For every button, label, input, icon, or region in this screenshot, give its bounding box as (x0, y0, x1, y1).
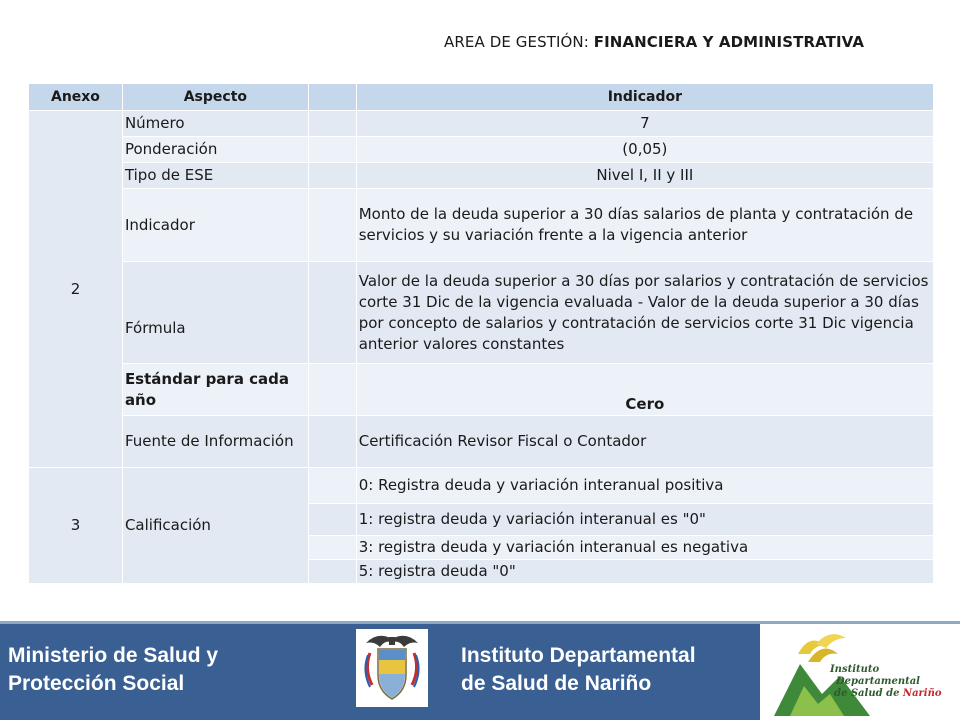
indicador-cell: Nivel I, II y III (356, 163, 933, 189)
calificacion-cell: 3: registra deuda y variación interanual es negativa (356, 536, 933, 560)
indicador-cell: Monto de la deuda superior a 30 días salarios de planta y contratación de servicios y su variación frente a la vigencia anterior (356, 189, 933, 262)
aspecto-cell: Fórmula (122, 262, 308, 364)
indicador-cell: Cero (356, 364, 933, 416)
col-spacer (308, 84, 356, 111)
aspecto-cell: Número (122, 111, 308, 137)
indicador-cell: Certificación Revisor Fiscal o Contador (356, 416, 933, 468)
aspecto-cell: Calificación (122, 468, 308, 584)
calificacion-cell: 1: registra deuda y variación interanual es "0" (356, 504, 933, 536)
col-aspecto: Aspecto (122, 84, 308, 111)
calificacion-cell: 0: Registra deuda y variación interanual positiva (356, 468, 933, 504)
ids-narino-logo-icon (760, 624, 960, 720)
area-name: FINANCIERA Y ADMINISTRATIVA (593, 33, 865, 51)
aspecto-cell: Fuente de Información (122, 416, 308, 468)
table-row (29, 416, 934, 468)
indicador-cell: 7 (356, 111, 933, 137)
table-row (29, 163, 934, 189)
table-row (29, 137, 934, 163)
table-row (29, 262, 934, 364)
anexo-cell: 2 (29, 111, 123, 468)
aspecto-cell: Ponderación (122, 137, 308, 163)
ministry-name: Ministerio de Salud y Protección Social (8, 644, 219, 695)
table-row (29, 364, 934, 416)
area-title (444, 33, 864, 51)
aspecto-cell: Tipo de ESE (122, 163, 308, 189)
col-indicador: Indicador (356, 84, 933, 111)
table-row (29, 468, 934, 504)
colombia-shield-icon (356, 629, 428, 707)
calificacion-cell: 5: registra deuda "0" (356, 560, 933, 584)
table-header-row (29, 84, 934, 111)
aspecto-cell: Indicador (122, 189, 308, 262)
indicador-cell: Valor de la deuda superior a 30 días por salarios y contratación de servicios corte 31 Dic de la vigencia evaluada - Valor de la deuda superior a 30 días por concepto de salarios y contratación de servicios corte 31 Dic vigencia anterior valores constantes (356, 262, 933, 364)
table-row (29, 111, 934, 137)
anexo-cell: 3 (29, 468, 123, 584)
area-prefix: AREA DE GESTIÓN: (444, 33, 589, 51)
institute-name: Instituto Departamental de Salud de Nariño (461, 644, 696, 695)
indicator-table (28, 83, 934, 584)
aspecto-cell: Estándar para cada año (122, 364, 308, 416)
table-row (29, 189, 934, 262)
col-anexo: Anexo (29, 84, 123, 111)
indicador-cell: (0,05) (356, 137, 933, 163)
logo-text: Instituto Departamental de Salud de Nariño (830, 664, 942, 699)
